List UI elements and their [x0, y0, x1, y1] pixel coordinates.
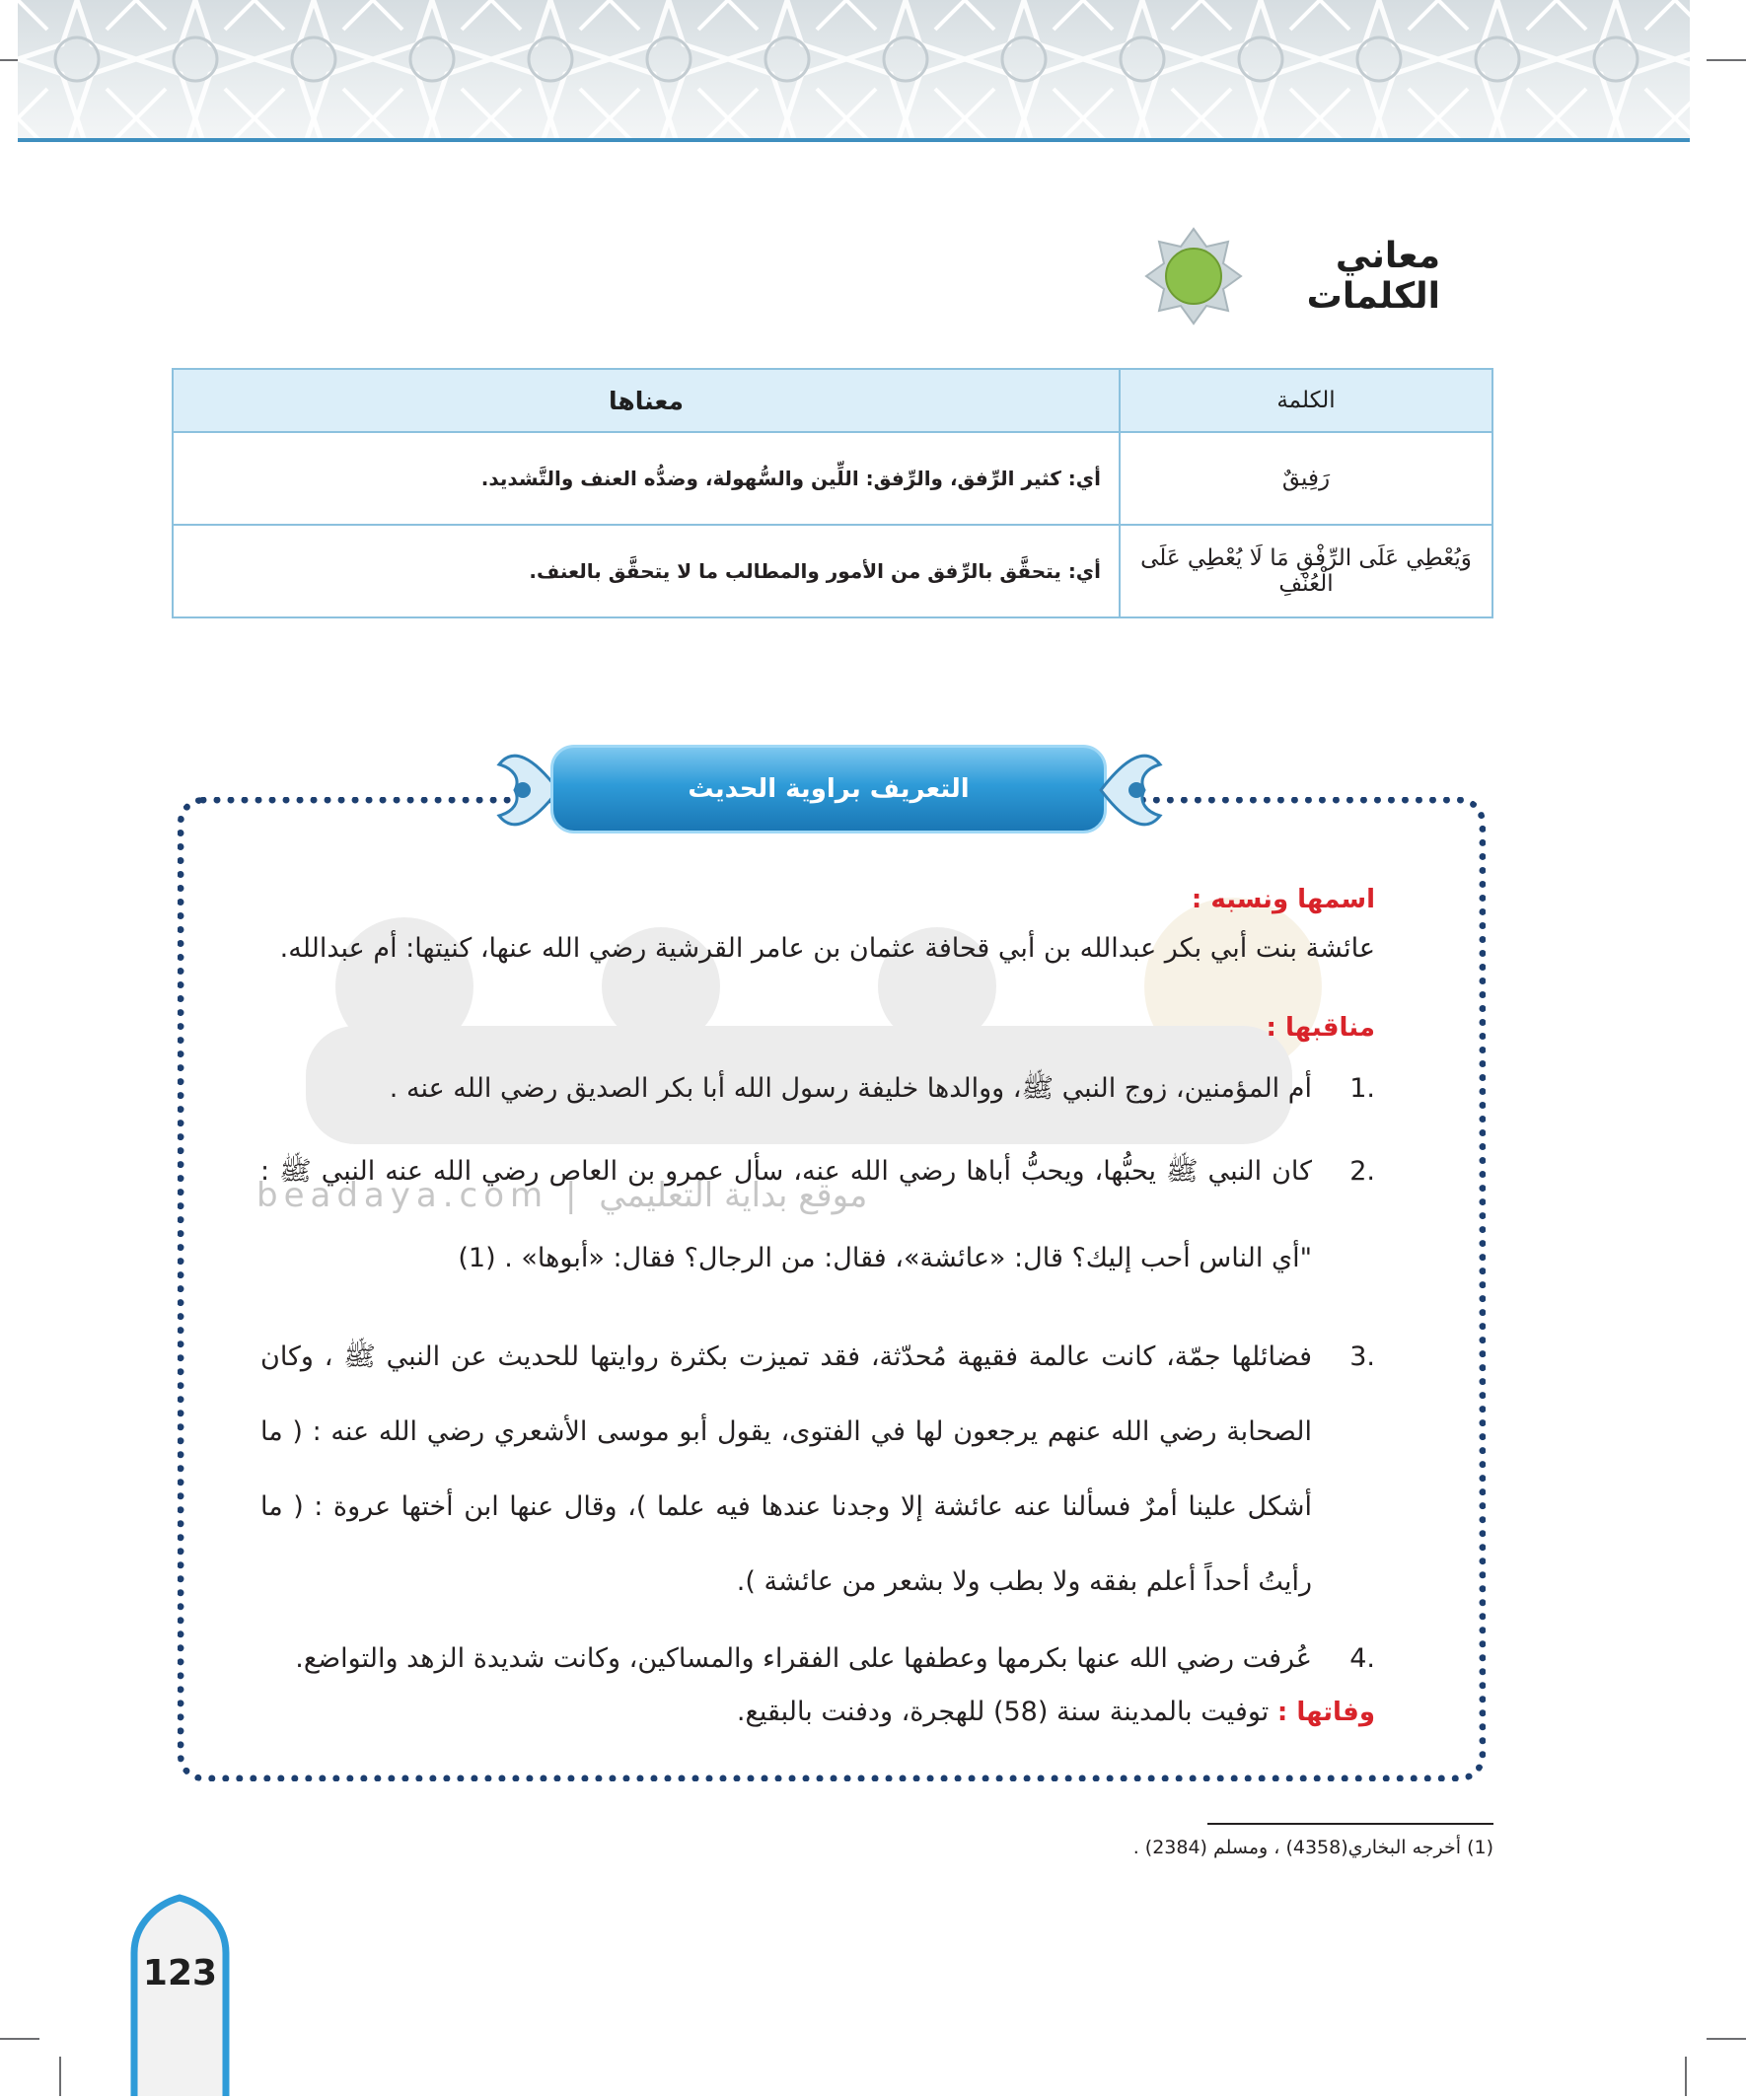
list-item — [260, 1320, 1375, 1620]
list-item-number: 1. — [1349, 1073, 1375, 1104]
section-heading — [1144, 236, 1440, 317]
list-item-number: 3. — [1349, 1341, 1375, 1372]
name-text: عائشة بنت أبي بكر عبدالله بن أبي قحافة عثمان بن عامر القرشية رضي الله عنها، كنيتها: أم عبدالله. — [279, 933, 1375, 964]
page-number: 123 — [142, 1953, 218, 1993]
narrator-box-banner — [493, 745, 1164, 835]
header-word: الكلمة — [1120, 369, 1492, 432]
name-heading: اسمها ونسبه : — [1191, 885, 1375, 914]
list-item-number: 4. — [1349, 1643, 1375, 1674]
crop-mark — [1707, 2038, 1746, 2040]
list-item-number: 2. — [1349, 1156, 1375, 1187]
geometric-pattern — [18, 0, 1690, 138]
footnote-divider — [1207, 1823, 1493, 1825]
list-item — [260, 1067, 1375, 1111]
death-heading: وفاتها : — [1276, 1698, 1375, 1727]
narrator-box-title: التعريف براوية الحديث — [688, 774, 970, 804]
octagon-star-icon — [1144, 227, 1243, 326]
decorative-header-banner — [18, 0, 1690, 142]
crop-mark — [1685, 2057, 1687, 2096]
list-item — [260, 1637, 1375, 1681]
list-item-text: كان النبي ﷺ يحبُّها، ويحبُّ أباها رضي الله عنه، سأل عمرو بن العاص رضي الله عنه النبي ﷺ : "أي الناس أحب إليك؟ قال: «عائشة»، فقال: من الرجال؟ فقال: «أبوها» . (1) — [260, 1156, 1312, 1273]
table-row — [173, 525, 1492, 617]
meaning-cell: أي: يتحقَّق بالرِّفق من الأمور والمطالب ما لا يتحقَّق بالعنف. — [173, 525, 1120, 617]
virtues-heading: مناقبها : — [1266, 1013, 1375, 1043]
narrator-box-title-pill — [550, 745, 1107, 833]
death-line — [260, 1691, 1375, 1734]
header-meaning: معناها — [173, 369, 1120, 432]
word-cell: رَفِيقٌ — [1120, 432, 1492, 525]
meaning-cell: أي: كثير الرِّفق، والرِّفق: اللِّين والسُّهولة، وضدُّه العنف والتَّشديد. — [173, 432, 1120, 525]
word-cell: وَيُعْطِي عَلَى الرِّفْقِ مَا لَا يُعْطِي عَلَى الْعُنْفِ — [1120, 525, 1492, 617]
section-heading-label: معاني الكلمات — [1306, 236, 1440, 317]
crop-mark — [59, 2057, 61, 2096]
virtues-section — [260, 1006, 1375, 1734]
list-item-text: عُرفت رضي الله عنها بكرمها وعطفها على الفقراء والمساكين، وكانت شديدة الزهد والتواضع. — [295, 1643, 1312, 1674]
list-item-text: أم المؤمنين، زوج النبي ﷺ، ووالدها خليفة رسول الله أبا بكر الصديق رضي الله عنه . — [389, 1073, 1312, 1104]
page-number-badge — [128, 1894, 232, 2096]
crop-mark — [0, 2038, 39, 2040]
name-section — [260, 878, 1375, 971]
death-text: توفيت بالمدينة سنة (58) للهجرة، ودفنت بالبقيع. — [736, 1697, 1270, 1727]
list-item — [260, 1128, 1375, 1302]
word-meanings-table — [172, 368, 1493, 618]
table-row — [173, 432, 1492, 525]
footnote: (1) أخرجه البخاري(4358) ، ومسلم (2384) . — [1132, 1837, 1493, 1858]
crop-mark — [1707, 59, 1746, 61]
watermark-text: beadaya.com | موقع بداية التعليمي — [256, 1176, 868, 1215]
list-item-text: فضائلها جمّة، كانت عالمة فقيهة مُحدّثة، فقد تميزت بكثرة روايتها للحديث عن النبي ﷺ ، وكان الصحابة رضي الله عنهم يرجعون لها في الفتوى، يقول أبو موسى الأشعري رضي الله عنه : ( ما أشكل علينا أمرٌ فسألنا عنه عائشة إلا وجدنا عندها فيه علما )، وقال عنها ابن أختها عروة : ( ما رأيتُ أحداً أعلم بفقه ولا بطب ولا بشعر من عائشة ). — [260, 1341, 1312, 1597]
ornament-right-icon — [1097, 747, 1166, 833]
page-badge-shape — [128, 1894, 232, 2096]
